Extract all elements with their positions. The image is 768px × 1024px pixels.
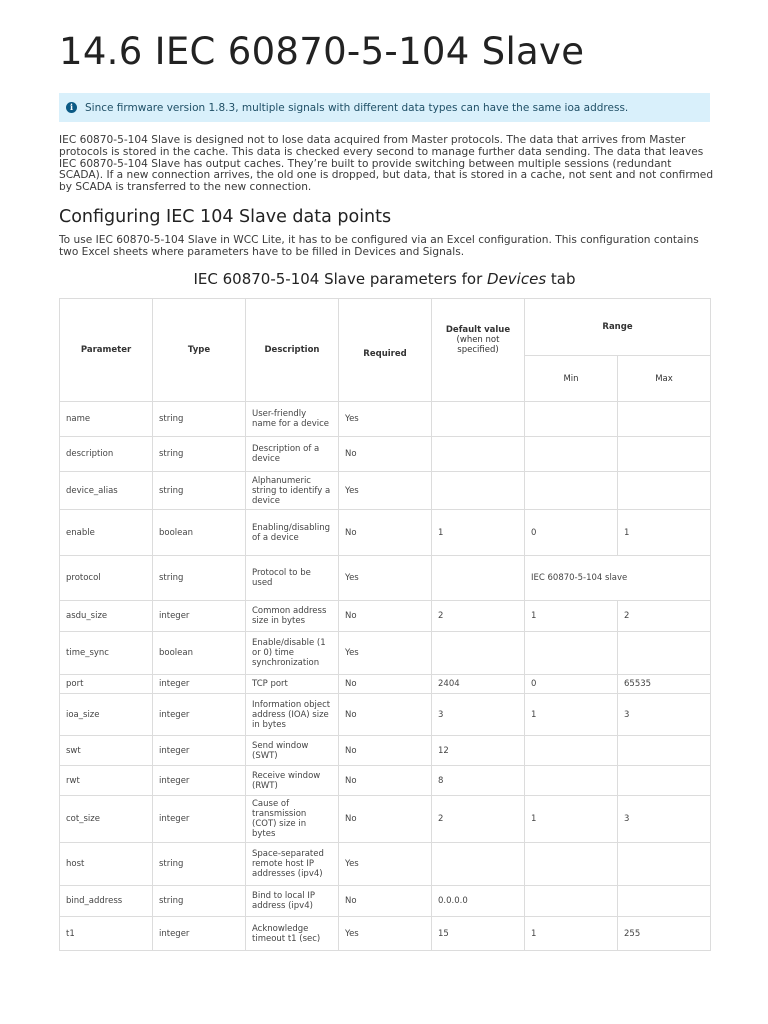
info-note xyxy=(59,93,710,122)
caption-prefix: IEC 60870-5-104 Slave parameters for xyxy=(193,270,488,288)
intro-paragraph: IEC 60870-5-104 Slave is designed not to lose data acquired from Master protocols. The data that arrives from Master protocols is stored in the cache. This data is checked every second to manage further data sending. The data that leaves IEC 60870-5-104 Slave has output caches. They’re built to provide switching between multiple sessions (redundant SCADA). If a new connection arrives, the old one is dropped, but data, that is stored in a cache, not sent and not confirmed by SCADA is transferred to the new connection. xyxy=(59,134,714,194)
table-row xyxy=(60,843,711,886)
header-default-value-note: (when not specified) xyxy=(456,335,500,355)
cell-parameter: host xyxy=(60,843,153,886)
cell-description: Information object address (IOA) size in bytes xyxy=(246,694,339,736)
caption-suffix: tab xyxy=(546,270,576,288)
cell-description: Bind to local IP address (ipv4) xyxy=(246,886,339,917)
cell-min xyxy=(525,402,618,437)
table-row xyxy=(60,601,711,632)
cell-type: integer xyxy=(153,796,246,843)
cell-max xyxy=(618,472,711,510)
cell-min: 0 xyxy=(525,510,618,556)
cell-default: 3 xyxy=(432,694,525,736)
table-row xyxy=(60,437,711,472)
cell-range: IEC 60870-5-104 slave xyxy=(525,556,711,601)
cell-parameter: description xyxy=(60,437,153,472)
cell-min: 1 xyxy=(525,796,618,843)
cell-type: integer xyxy=(153,766,246,796)
cell-required: No xyxy=(339,736,432,766)
cell-parameter: name xyxy=(60,402,153,437)
cell-max xyxy=(618,402,711,437)
cell-type: string xyxy=(153,843,246,886)
section-paragraph: To use IEC 60870-5-104 Slave in WCC Lite, it has to be configured via an Excel configuration. This configuration contains two Excel sheets where parameters have to be filled in Devices and Signals. xyxy=(59,234,699,258)
page-title: 14.6 IEC 60870-5-104 Slave xyxy=(59,30,585,73)
cell-description: TCP port xyxy=(246,675,339,694)
cell-max: 255 xyxy=(618,917,711,951)
cell-required: No xyxy=(339,886,432,917)
cell-description: Cause of transmission (COT) size in bytes xyxy=(246,796,339,843)
cell-description: User-friendly name for a device xyxy=(246,402,339,437)
cell-default: 0.0.0.0 xyxy=(432,886,525,917)
cell-min xyxy=(525,437,618,472)
cell-parameter: asdu_size xyxy=(60,601,153,632)
cell-type: string xyxy=(153,402,246,437)
cell-required: Yes xyxy=(339,917,432,951)
cell-type: boolean xyxy=(153,510,246,556)
cell-min xyxy=(525,632,618,675)
cell-required: No xyxy=(339,766,432,796)
cell-parameter: time_sync xyxy=(60,632,153,675)
cell-max: 65535 xyxy=(618,675,711,694)
cell-default: 2 xyxy=(432,796,525,843)
cell-type: integer xyxy=(153,694,246,736)
cell-parameter: swt xyxy=(60,736,153,766)
header-max: Max xyxy=(618,356,711,402)
header-default-value-label: Default value xyxy=(445,325,511,335)
cell-min xyxy=(525,736,618,766)
cell-required: No xyxy=(339,694,432,736)
cell-parameter: device_alias xyxy=(60,472,153,510)
cell-type: integer xyxy=(153,917,246,951)
cell-description: Space-separated remote host IP addresses (ipv4) xyxy=(246,843,339,886)
cell-max: 3 xyxy=(618,694,711,736)
cell-parameter: bind_address xyxy=(60,886,153,917)
cell-max xyxy=(618,632,711,675)
cell-max xyxy=(618,766,711,796)
cell-description: Receive window (RWT) xyxy=(246,766,339,796)
cell-required: Yes xyxy=(339,472,432,510)
table-row xyxy=(60,694,711,736)
cell-type: string xyxy=(153,437,246,472)
table-row xyxy=(60,736,711,766)
cell-type: string xyxy=(153,556,246,601)
table-caption xyxy=(59,270,710,288)
table-row xyxy=(60,402,711,437)
cell-max: 2 xyxy=(618,601,711,632)
info-icon: i xyxy=(66,102,77,113)
header-default-value xyxy=(432,299,525,402)
cell-type: boolean xyxy=(153,632,246,675)
cell-min: 1 xyxy=(525,694,618,736)
parameters-table xyxy=(59,298,711,951)
cell-default: 12 xyxy=(432,736,525,766)
cell-description: Acknowledge timeout t1 (sec) xyxy=(246,917,339,951)
table-body xyxy=(60,402,711,951)
cell-max xyxy=(618,886,711,917)
header-type: Type xyxy=(153,299,246,402)
cell-required: Yes xyxy=(339,632,432,675)
table-row xyxy=(60,510,711,556)
cell-min: 1 xyxy=(525,601,618,632)
table-row xyxy=(60,886,711,917)
cell-default: 1 xyxy=(432,510,525,556)
cell-default: 2 xyxy=(432,601,525,632)
cell-default xyxy=(432,843,525,886)
table-row xyxy=(60,632,711,675)
cell-description: Alphanumeric string to identify a device xyxy=(246,472,339,510)
cell-min: 0 xyxy=(525,675,618,694)
header-min: Min xyxy=(525,356,618,402)
cell-parameter: ioa_size xyxy=(60,694,153,736)
header-required: Required xyxy=(339,299,432,402)
table-row xyxy=(60,675,711,694)
table-row xyxy=(60,556,711,601)
cell-required: Yes xyxy=(339,402,432,437)
cell-required: Yes xyxy=(339,556,432,601)
cell-default xyxy=(432,556,525,601)
cell-min xyxy=(525,766,618,796)
cell-max xyxy=(618,736,711,766)
table-row xyxy=(60,766,711,796)
cell-parameter: cot_size xyxy=(60,796,153,843)
cell-required: No xyxy=(339,437,432,472)
cell-max xyxy=(618,437,711,472)
cell-parameter: rwt xyxy=(60,766,153,796)
cell-description: Description of a device xyxy=(246,437,339,472)
cell-default xyxy=(432,632,525,675)
table-header xyxy=(60,299,711,402)
cell-description: Send window (SWT) xyxy=(246,736,339,766)
cell-default: 8 xyxy=(432,766,525,796)
cell-description: Enabling/disabling of a device xyxy=(246,510,339,556)
cell-max xyxy=(618,843,711,886)
header-description: Description xyxy=(246,299,339,402)
cell-description: Protocol to be used xyxy=(246,556,339,601)
cell-min xyxy=(525,843,618,886)
cell-type: integer xyxy=(153,601,246,632)
info-note-text: Since firmware version 1.8.3, multiple signals with different data types can have the same ioa address. xyxy=(85,101,629,114)
header-parameter: Parameter xyxy=(60,299,153,402)
cell-required: No xyxy=(339,675,432,694)
cell-type: string xyxy=(153,472,246,510)
cell-min xyxy=(525,472,618,510)
section-heading: Configuring IEC 104 Slave data points xyxy=(59,207,392,227)
cell-description: Common address size in bytes xyxy=(246,601,339,632)
cell-default xyxy=(432,437,525,472)
cell-default: 2404 xyxy=(432,675,525,694)
cell-type: integer xyxy=(153,675,246,694)
cell-type: string xyxy=(153,886,246,917)
cell-default xyxy=(432,402,525,437)
table-row xyxy=(60,796,711,843)
table-row xyxy=(60,472,711,510)
cell-parameter: enable xyxy=(60,510,153,556)
cell-default xyxy=(432,472,525,510)
header-range: Range xyxy=(525,299,711,356)
cell-required: No xyxy=(339,796,432,843)
cell-max: 1 xyxy=(618,510,711,556)
cell-required: No xyxy=(339,601,432,632)
cell-max: 3 xyxy=(618,796,711,843)
cell-required: Yes xyxy=(339,843,432,886)
table-row xyxy=(60,917,711,951)
cell-parameter: t1 xyxy=(60,917,153,951)
cell-description: Enable/disable (1 or 0) time synchronization xyxy=(246,632,339,675)
cell-type: integer xyxy=(153,736,246,766)
caption-emphasis: Devices xyxy=(487,270,547,288)
cell-min: 1 xyxy=(525,917,618,951)
cell-parameter: protocol xyxy=(60,556,153,601)
cell-parameter: port xyxy=(60,675,153,694)
cell-default: 15 xyxy=(432,917,525,951)
cell-required: No xyxy=(339,510,432,556)
cell-min xyxy=(525,886,618,917)
